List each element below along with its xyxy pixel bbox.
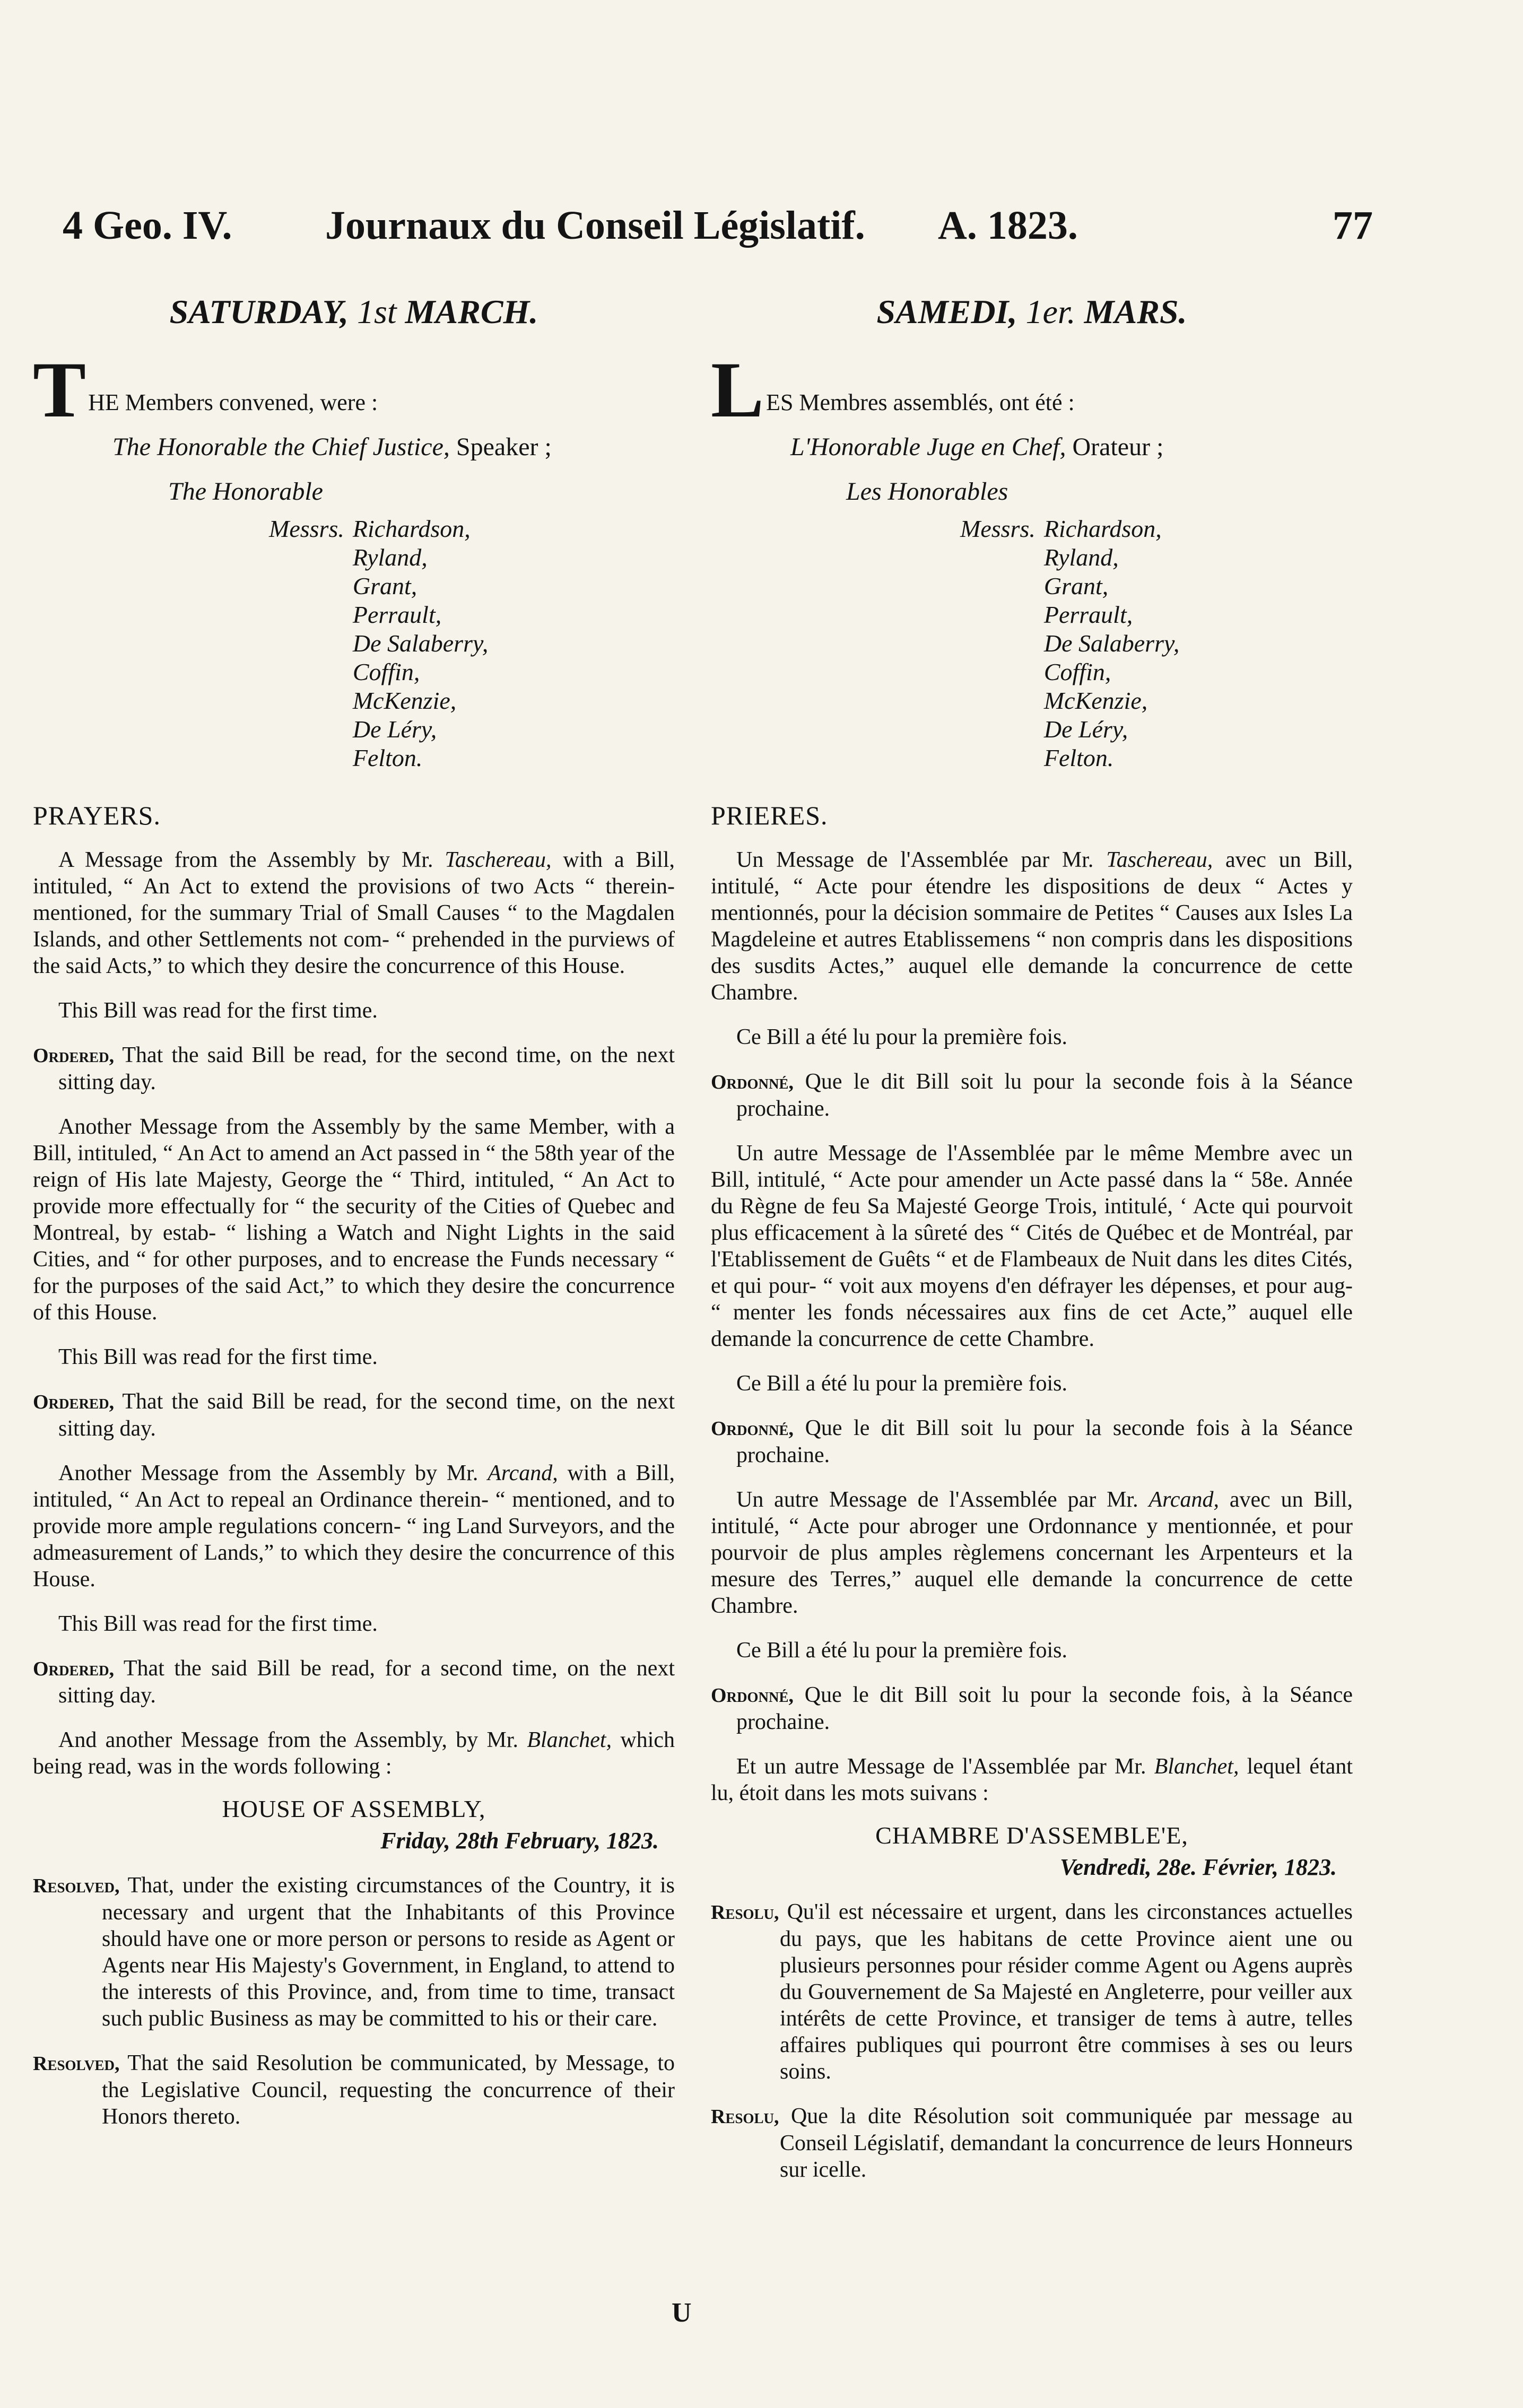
english-column — [33, 286, 675, 2130]
member-name: Perrault, — [1043, 601, 1133, 628]
page-header — [63, 203, 1373, 261]
message-paragraph: A Message from the Assembly by Mr. Taschereau, with a Bill, intituled, “ An Act to extend the provisions of two Acts “ therein-mentioned, for the summary Trial of Small Causes “ to the Magdalen Islands, and other Settlements not com- “ prehended in the purviews of the said Acts,” to which they desire the concurrence of this House. — [33, 848, 675, 978]
message-paragraph: Un Message de l'Assemblée par Mr. Taschereau, avec un Bill, intitulé, “ Acte pour étendre les dispositions de deux “ Actes y mentionnés, pour la décision sommaire de Petites “ Causes aux Isles La Magdeleine et autres Etablissemens “ non compris dans les dispositions des susdits Actes,” auquel elle demande la concurrence de cette Chambre. — [711, 848, 1353, 1005]
message-paragraph: Un autre Message de l'Assemblée par Mr. Arcand, avec un Bill, intitulé, “ Acte pour abroger une Ordonnance y mentionnée, et pour pourvoir de plus amples règlemens concernant les Arpenteurs et la mesure des Terres,” auquel elle demande la concurrence de cette Chambre. — [711, 1488, 1353, 1618]
first-reading-note: Ce Bill a été lu pour la première fois. — [736, 1371, 1067, 1396]
journal-title: Journaux du Conseil Législatif. — [325, 203, 865, 248]
order-paragraph: Ordered, That the said Bill be read, for the second time, on the next sitting day. — [33, 1389, 675, 1441]
resolution-paragraph: Resolved, That the said Resolution be communicated, by Message, to the Legislative Council, requesting the concurrence of their Honors thereto. — [33, 2051, 675, 2129]
prayers-heading: PRAYERS. — [33, 801, 161, 830]
honorable-heading: Les Honorables — [846, 477, 1008, 506]
resolution-paragraph: Resolu, Qu'il est nécessaire et urgent, dans les circonstances actuelles du pays, que les habitans de cette Province aient une ou plusieurs personnes pour résider comme Agent ou Agens auprès du Gouvernement de Sa Majesté en Angleterre, pour veiller aux intérêts de cette Province, et transiger de tems à autre, telles affaires publiques qui pourront être commises à ses ou leurs soins. — [711, 1900, 1353, 2084]
message-paragraph: Another Message from the Assembly by the same Member, with a Bill, intituled, “ An Act to amend an Act passed in “ the 58th year of the reign of His late Majesty, George the “ Third, intituled, “ An Act to provide more effectually for “ the security of the Cities of Quebec and Montreal, by estab- “ lishing a Watch and Night Lights in the said Cities, and “ for other purposes, and to encrease the Funds necessary “ for the purposes of the said Act,” to which they desire the concurrence of this House. — [33, 1115, 675, 1325]
member-name: Grant, — [352, 572, 417, 599]
members-list: Messrs. Richardson, Ryland, Grant, Perrault, De Salaberry, Coffin, McKenzie, De Léry, Felton. — [960, 515, 1180, 771]
french-column — [711, 286, 1353, 2183]
member-name: Felton. — [1043, 744, 1114, 771]
house-heading: CHAMBRE D'ASSEMBLE'E, — [875, 1822, 1188, 1849]
member-name: McKenzie, — [352, 687, 457, 714]
calendar-year: A. 1823. — [938, 203, 1078, 248]
first-reading-note: This Bill was read for the first time. — [58, 1345, 378, 1369]
date-line: Vendredi, 28e. Février, 1823. — [1060, 1854, 1337, 1880]
member-name: Coffin, — [1043, 658, 1111, 685]
message-paragraph: Et un autre Message de l'Assemblée par Mr. Blanchet, lequel étant lu, étoit dans les mots suivans : — [711, 1754, 1353, 1805]
member-name: McKenzie, — [1043, 687, 1148, 714]
drop-cap: L — [711, 346, 764, 434]
first-reading-note: Ce Bill a été lu pour la première fois. — [736, 1025, 1067, 1049]
order-paragraph: Ordered, That the said Bill be read, for a second time, on the next sitting day. — [33, 1656, 675, 1708]
member-name: Ryland, — [352, 544, 428, 571]
member-name: Richardson, — [352, 515, 471, 542]
first-reading-note: Ce Bill a été lu pour la première fois. — [736, 1638, 1067, 1663]
member-name: Richardson, — [1043, 515, 1162, 542]
order-paragraph: Ordonné, Que le dit Bill soit lu pour la seconde fois à la Séance prochaine. — [711, 1070, 1353, 1121]
day-heading: SATURDAY, 1st MARCH. — [169, 293, 538, 331]
message-paragraph: Another Message from the Assembly by Mr. Arcand, with a Bill, intituled, “ An Act to repeal an Ordinance therein- “ mentioned, and to provide more ample regulations concern- “ ing Land Surveyors, and the admeasurement of Lands,” to which they desire the concurrence of this House. — [33, 1461, 675, 1592]
speaker-line: The Honorable the Chief Justice, Speaker ; — [112, 433, 552, 461]
first-reading-note: This Bill was read for the first time. — [58, 1612, 378, 1636]
day-heading: SAMEDI, 1er. MARS. — [876, 293, 1187, 331]
resolution-paragraph: Resolu, Que la dite Résolution soit communiquée par message au Conseil Législatif, demandant la concurrence de leurs Honneurs sur icelle. — [711, 2104, 1353, 2182]
member-name: De Léry, — [352, 716, 437, 743]
house-heading: HOUSE OF ASSEMBLY, — [222, 1795, 486, 1822]
order-paragraph: Ordered, That the said Bill be read, for the second time, on the next sitting day. — [33, 1043, 675, 1094]
date-line: Friday, 28th February, 1823. — [380, 1828, 659, 1854]
regnal-year: 4 Geo. IV. — [63, 203, 232, 248]
signature-mark: U — [672, 2298, 692, 2328]
member-name: De Léry, — [1043, 716, 1128, 743]
opening-line: T HE Members convened, were : — [33, 346, 378, 434]
message-paragraph: Un autre Message de l'Assemblée par le même Membre avec un Bill, intitulé, “ Acte pour amender un Acte passé dans la “ 58e. Année du Règne de feu Sa Majesté George Trois, intitulé, ‘ Acte qui pourvoit plus efficacement à la sûreté des “ Cités de Québec et de Montréal, par l'Etablissement de Guêts “ et de Flambeaux de Nuit dans les dites Cités, et qui pour- “ voit aux moyens d'en défrayer les dépenses, et pour aug- “ menter les fonds nécessaires aux fins de cet Acte,” auquel elle demande la concurrence de cette Chambre. — [711, 1141, 1353, 1351]
member-name: De Salaberry, — [1043, 630, 1180, 657]
members-list: Messrs. Richardson, Ryland, Grant, Perrault, De Salaberry, Coffin, McKenzie, De Léry, Felton. — [269, 515, 489, 771]
speaker-line: L'Honorable Juge en Chef, Orateur ; — [790, 433, 1164, 461]
member-name: Perrault, — [352, 601, 442, 628]
member-name: De Salaberry, — [352, 630, 489, 657]
honorable-heading: The Honorable — [168, 477, 323, 506]
message-paragraph: And another Message from the Assembly, by Mr. Blanchet, which being read, was in the words following : — [33, 1728, 675, 1779]
member-name: Coffin, — [352, 658, 420, 685]
member-name: Felton. — [352, 744, 423, 771]
order-paragraph: Ordonné, Que le dit Bill soit lu pour la seconde fois, à la Séance prochaine. — [711, 1683, 1353, 1734]
page-number: 77 — [1333, 203, 1373, 248]
member-name: Ryland, — [1043, 544, 1119, 571]
resolution-paragraph: Resolved, That, under the existing circumstances of the Country, it is necessary and urgent that the Inhabitants of this Province should have one or more person or persons to reside as Agent or Agents near His Majesty's Government, in England, to attend to the interests of this Province, and, from time to time, transact such public Business as may be committed to his or their care. — [33, 1873, 675, 2031]
member-name: Grant, — [1043, 572, 1109, 599]
order-paragraph: Ordonné, Que le dit Bill soit lu pour la seconde fois à la Séance prochaine. — [711, 1416, 1353, 1467]
first-reading-note: This Bill was read for the first time. — [58, 998, 378, 1023]
drop-cap: T — [33, 346, 86, 434]
opening-line: L ES Membres assemblés, ont été : — [711, 346, 1075, 434]
prayers-heading: PRIERES. — [711, 801, 828, 830]
